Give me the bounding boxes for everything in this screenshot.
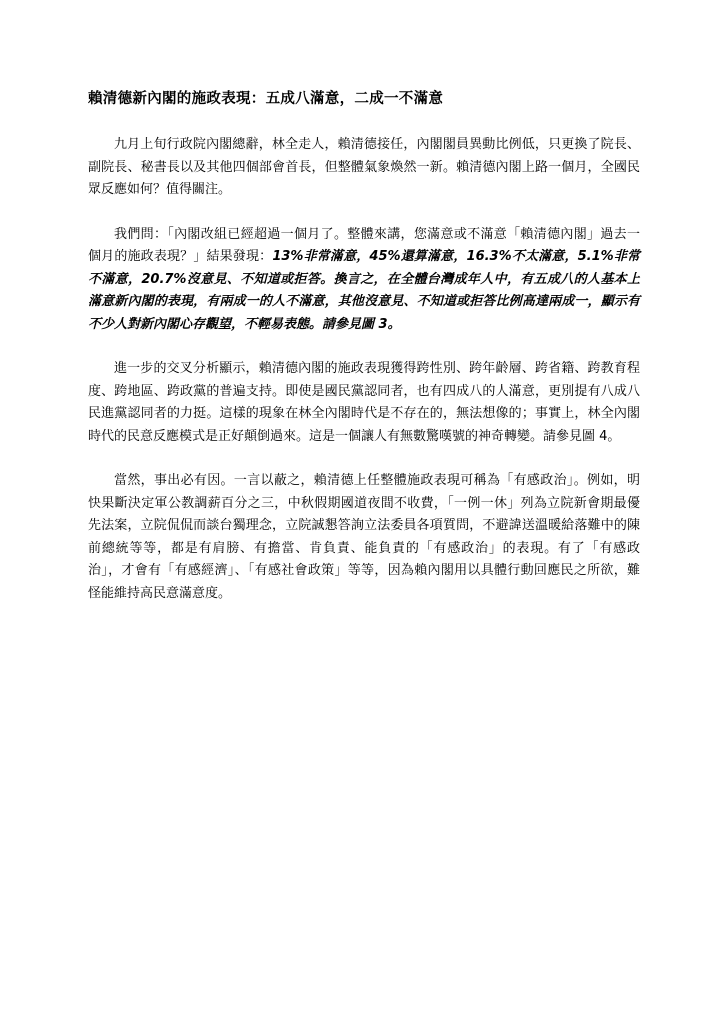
paragraph-conclusion: 當然，事出必有因。一言以蔽之，賴清德上任整體施政表現可稱為「有感政治」。例如，明快果斷決定軍公教調薪百分之三，中秋假期國道夜間不收費，「一例一休」列為立院新會期最優先法案，立院侃侃而談台獨理念，立院誠懇答詢立法委員各項質問，不避諱送溫暖給落難中的陳前總統等等，都是有肩膀、有擔當、肯負責、能負責的「有感政治」的表現。有了「有感政治」，才會有「有感經濟」、「有感社會政策」等等，因為賴內閣用以具體行動回應民之所欲，難怪能維持高民意滿意度。 (88, 473, 640, 601)
paragraph-intro: 九月上旬行政院內閣總辭，林全走人，賴清德接任，內閣閣員異動比例低，只更換了院長、副院長、秘書長以及其他四個部會首長，但整體氣象煥然一新。賴清德內閣上路一個月，全國民眾反應如何？值得關注。 (88, 137, 640, 197)
document-page (88, 88, 640, 627)
article-title: 賴清德新內閣的施政表現：五成八滿意，二成一不滿意 (88, 90, 444, 107)
survey-question-text: 我們問：「內閣改組已經超過一個月了。整體來講，您滿意或不滿意「賴清德內閣」過去一個月的施政表現？」結果發現： (88, 226, 640, 264)
survey-result-emphasis: 13%非常滿意，45%還算滿意，16.3%不太滿意，5.1%非常不滿意，20.7%沒意見、不知道或拒答。換言之，在全體台灣成年人中，有五成八的人基本上滿意新內閣的表現，有兩成一的人不滿意，其他沒意見、不知道或拒答比例高達兩成一，顯示有不少人對新內閣心存觀望，不輕易表態。請參見圖 3。 (88, 249, 640, 332)
paragraph-survey-result (88, 224, 640, 337)
paragraph-cross-analysis: 進一步的交叉分析顯示，賴清德內閣的施政表現獲得跨性別、跨年齡層、跨省籍、跨教育程度、跨地區、跨政黨的普遍支持。即使是國民黨認同者，也有四成八的人滿意，更別提有八成八民進黨認同者的力挺。這樣的現象在林全內閣時代是不存在的，無法想像的；事實上，林全內閣時代的民意反應模式是正好顛倒過來。這是一個讓人有無數驚嘆號的神奇轉變。請參見圖 4。 (88, 361, 640, 444)
